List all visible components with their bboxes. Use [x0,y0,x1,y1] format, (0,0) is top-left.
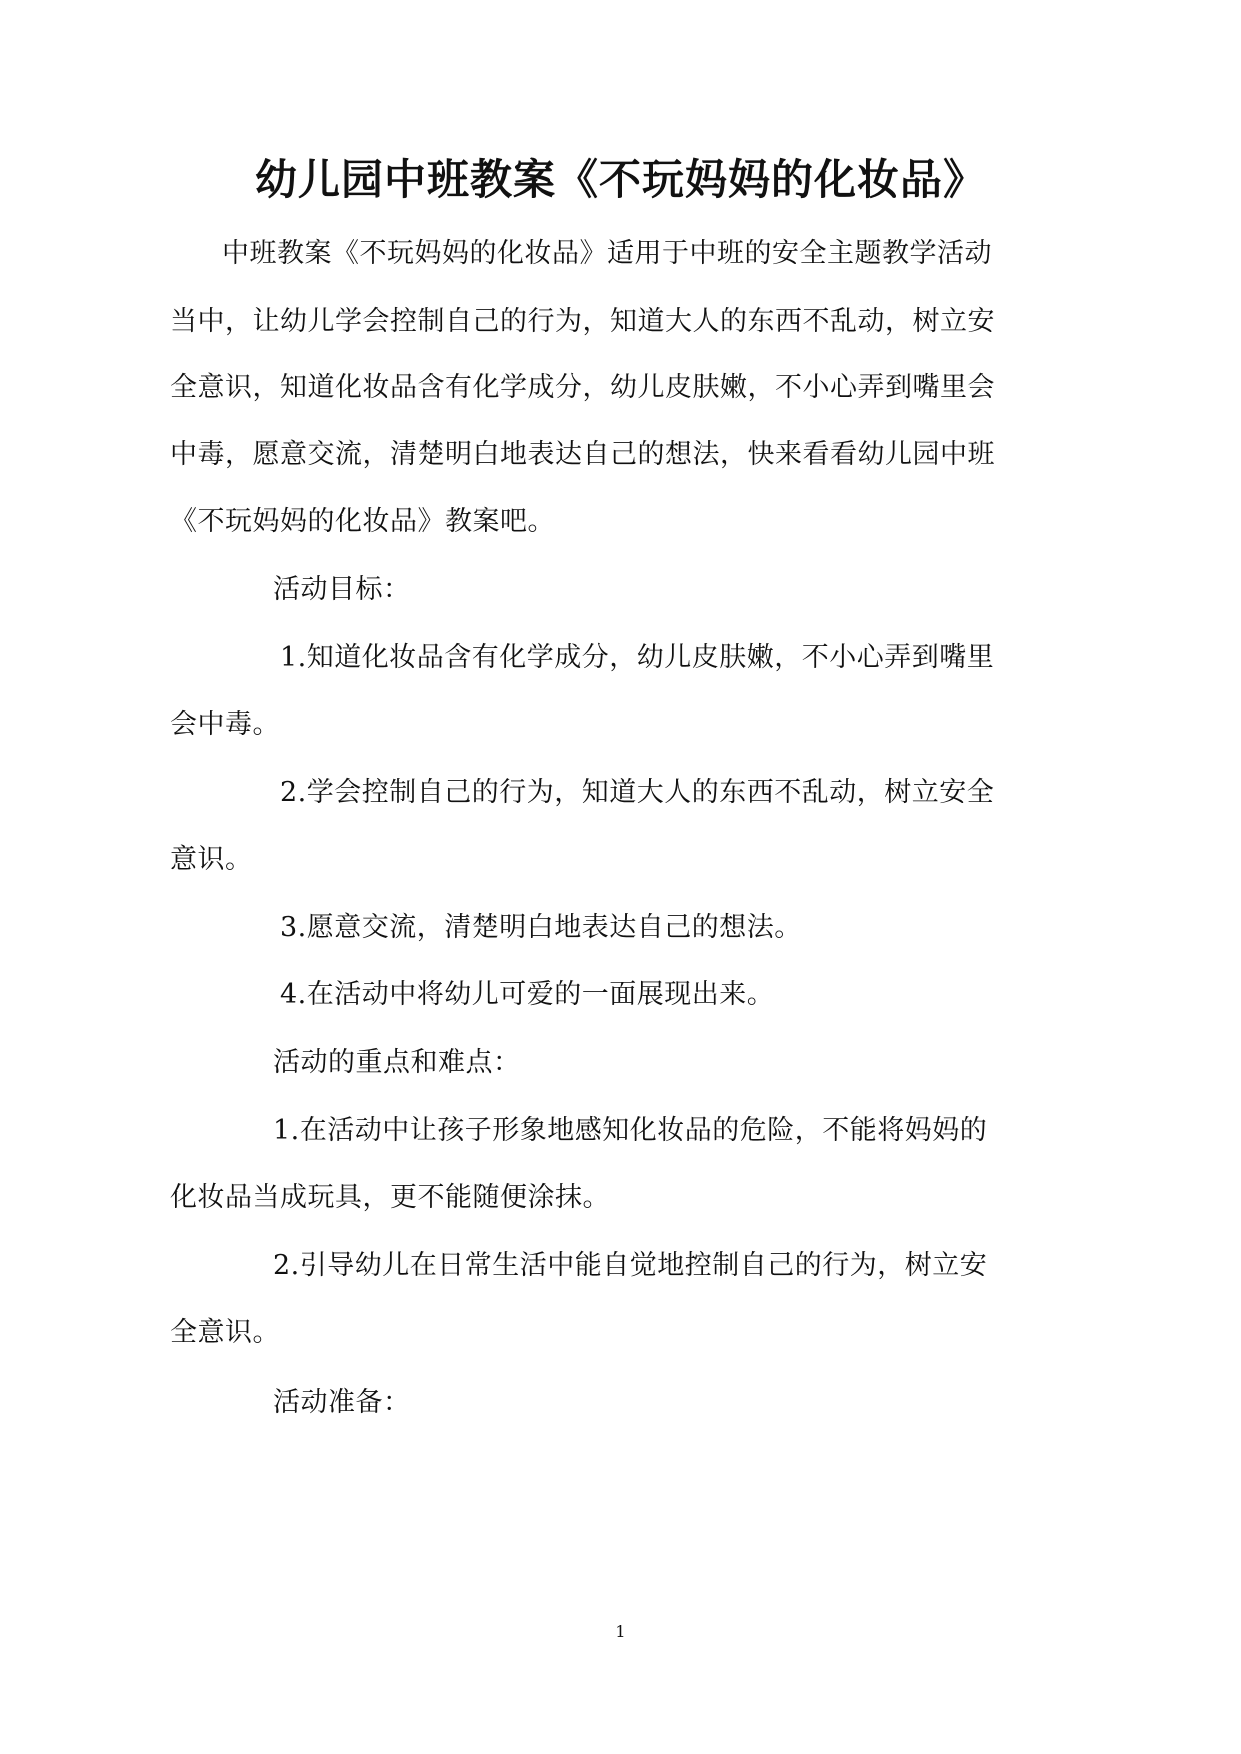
intro-line-4: 中毒，愿意交流，清楚明白地表达自己的想法，快来看看幼儿园中班 [170,439,995,470]
intro-line-1: 中班教案《不玩妈妈的化妆品》适用于中班的安全主题教学活动 [222,238,992,269]
goal-3: 3.愿意交流，清楚明白地表达自己的想法。 [280,912,802,943]
page-number: 1 [615,1622,626,1641]
goals-heading: 活动目标： [273,574,411,605]
key-points-heading: 活动的重点和难点： [273,1047,521,1078]
key-point-2-line-2: 全意识。 [170,1317,280,1348]
goal-2-line-2: 意识。 [170,844,253,875]
intro-line-5: 《不玩妈妈的化妆品》教案吧。 [170,506,555,537]
goal-2-line-1: 2.学会控制自己的行为，知道大人的东西不乱动，树立安全 [280,777,995,808]
goal-4: 4.在活动中将幼儿可爱的一面展现出来。 [280,979,775,1010]
key-point-1-line-2: 化妆品当成玩具，更不能随便涂抹。 [170,1182,610,1213]
preparation-heading: 活动准备： [273,1387,411,1418]
intro-line-2: 当中，让幼儿学会控制自己的行为，知道大人的东西不乱动，树立安 [170,306,995,337]
key-point-2-line-1: 2.引导幼儿在日常生活中能自觉地控制自己的行为，树立安 [273,1250,988,1281]
key-point-1-line-1: 1.在活动中让孩子形象地感知化妆品的危险，不能将妈妈的 [273,1115,988,1146]
goal-1-line-2: 会中毒。 [170,709,280,740]
document-title: 幼儿园中班教案《不玩妈妈的化妆品》 [254,155,986,204]
goal-1-line-1: 1.知道化妆品含有化学成分，幼儿皮肤嫩，不小心弄到嘴里 [280,642,995,673]
intro-line-3: 全意识，知道化妆品含有化学成分，幼儿皮肤嫩，不小心弄到嘴里会 [170,372,995,403]
